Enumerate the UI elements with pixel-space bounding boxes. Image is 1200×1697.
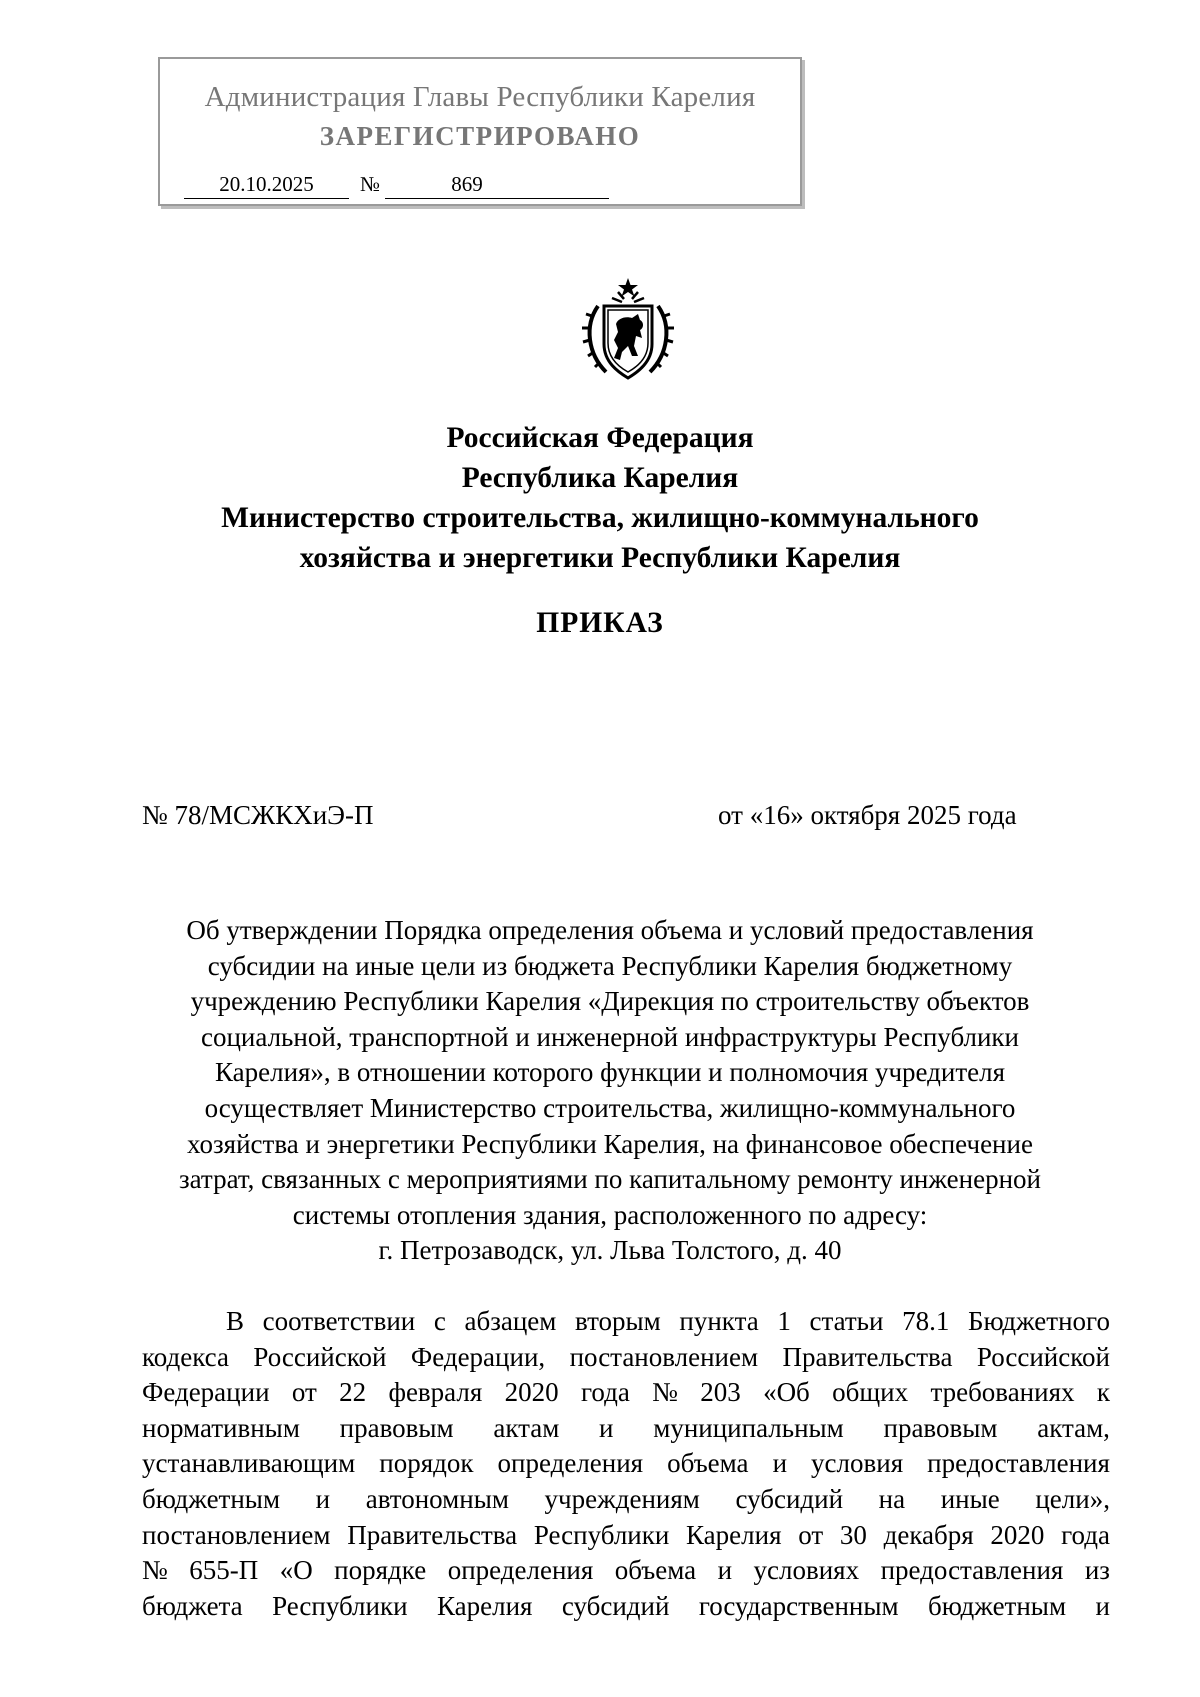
registration-stamp — [158, 57, 802, 206]
body-word: условиях — [753, 1555, 860, 1586]
body-word: и — [717, 1555, 733, 1586]
heading-ministry-line1: Министерство строительства, жилищно-коммунального — [221, 502, 979, 534]
document-number: № 78/МСЖКХиЭ-П — [142, 800, 374, 830]
body-line — [142, 1482, 1110, 1518]
stamp-number-field — [385, 172, 609, 199]
body-word: определения — [497, 1448, 644, 1479]
body-line — [142, 1304, 1110, 1340]
body-line — [142, 1411, 1110, 1447]
heading-ministry-line2: хозяйства и энергетики Республики Карелия — [299, 542, 901, 574]
subject-line: субсидии на иные цели из бюджета Республики Карелия бюджетному — [207, 950, 1013, 981]
body-word: актам, — [1037, 1412, 1110, 1443]
body-line — [142, 1518, 1110, 1554]
subject-line: социальной, транспортной и инженерной инфраструктуры Республики — [200, 1021, 1019, 1052]
body-word: В — [226, 1306, 245, 1336]
heading-republic: Республика Карелия — [461, 462, 739, 494]
order-subject — [140, 913, 1080, 1269]
body-word: Республики — [272, 1590, 408, 1621]
subject-line: г. Петрозаводск, ул. Льва Толстого, д. 40 — [378, 1235, 842, 1266]
body-word: 22 — [339, 1377, 367, 1408]
body-word: автономным — [365, 1483, 509, 1514]
body-word: предоставления — [927, 1448, 1110, 1479]
document-heading — [0, 418, 1200, 578]
body-word: № — [142, 1555, 168, 1586]
document-date: от «16» октября 2025 года — [718, 800, 1017, 830]
body-word: условия — [811, 1448, 904, 1479]
body-word: правовым — [883, 1412, 998, 1443]
body-word: порядке — [334, 1555, 427, 1586]
body-word: «Об — [763, 1377, 810, 1408]
body-word: предоставления — [880, 1555, 1064, 1586]
body-word: 30 — [839, 1519, 867, 1550]
body-word: государственным — [698, 1590, 899, 1621]
body-word: пункта — [679, 1306, 759, 1336]
body-word: 78.1 — [902, 1306, 950, 1336]
subject-line: Об утверждении Порядка определения объема и условий предоставления — [186, 915, 1034, 945]
body-word: Правительства — [782, 1341, 953, 1372]
body-line — [142, 1375, 1110, 1411]
body-word: субсидий — [735, 1483, 844, 1514]
body-word: Федерации — [142, 1377, 270, 1408]
karelia-coat-of-arms-icon — [578, 276, 678, 386]
body-word: Правительства — [347, 1519, 518, 1550]
body-word: с — [433, 1306, 446, 1336]
body-word: устанавливающим — [142, 1448, 356, 1479]
subject-line: учреждению Республики Карелия «Дирекция по строительству объектов — [190, 986, 1030, 1017]
body-word: цели», — [1035, 1483, 1110, 1514]
order-title: ПРИКАЗ — [536, 607, 664, 639]
body-word: Карелия — [436, 1590, 533, 1621]
body-word: объема — [614, 1555, 697, 1586]
subject-line: системы отопления здания, расположенного по адресу: — [292, 1199, 928, 1230]
body-word: 203 — [700, 1377, 741, 1408]
body-word: Карелия — [686, 1519, 782, 1550]
body-word: 2020 — [990, 1519, 1045, 1550]
stamp-authority: Администрация Главы Республики Карелия — [204, 81, 756, 113]
body-word: муниципальным — [653, 1412, 844, 1443]
body-word: от — [291, 1377, 317, 1408]
body-word: года — [1061, 1519, 1110, 1550]
body-word: определения — [447, 1555, 594, 1586]
body-word: года — [580, 1377, 630, 1408]
body-word: кодекса — [142, 1341, 229, 1372]
body-word: Федерации, — [410, 1341, 546, 1372]
body-word: актам — [493, 1412, 560, 1443]
body-word: бюджетным — [142, 1483, 281, 1514]
body-word: соответствии — [262, 1306, 416, 1336]
body-word: постановлением — [142, 1519, 331, 1550]
body-word: 1 — [777, 1306, 791, 1336]
stamp-number-sign: № — [360, 172, 381, 196]
body-word: 655-П — [189, 1555, 259, 1586]
body-word: Бюджетного — [967, 1306, 1110, 1336]
body-word: Российской — [253, 1341, 387, 1372]
stamp-number: 869 — [451, 172, 483, 196]
body-word: и — [1095, 1590, 1110, 1621]
subject-line: хозяйства и энергетики Республики Карелия, на финансовое обеспечение — [187, 1128, 1033, 1159]
body-word: № — [652, 1377, 678, 1408]
body-word: и — [599, 1412, 614, 1443]
body-word: от — [798, 1519, 824, 1550]
body-word: и — [772, 1448, 788, 1479]
body-line — [142, 1340, 1110, 1376]
body-word: Республики — [533, 1519, 670, 1550]
body-line — [142, 1446, 1110, 1482]
body-word: и — [315, 1483, 331, 1514]
body-word: объема — [667, 1448, 749, 1479]
heading-country: Российская Федерация — [446, 422, 754, 454]
body-word: нормативным — [142, 1412, 300, 1443]
body-word: общих — [832, 1377, 909, 1408]
stamp-status: ЗАРЕГИСТРИРОВАНО — [319, 121, 641, 151]
body-word: иные — [940, 1483, 1000, 1514]
body-word: февраля — [388, 1377, 483, 1408]
body-word: абзацем — [464, 1306, 557, 1336]
body-word: субсидий — [561, 1590, 670, 1621]
body-word: вторым — [575, 1306, 661, 1336]
stamp-date: 20.10.2025 — [184, 172, 349, 199]
body-word: к — [1096, 1377, 1110, 1408]
body-word: 2020 — [504, 1377, 559, 1408]
body-word: «О — [279, 1555, 313, 1586]
body-word: на — [878, 1483, 906, 1514]
body-word: бюджетным — [928, 1590, 1067, 1621]
body-word: Российской — [976, 1341, 1110, 1372]
body-word: декабря — [883, 1519, 974, 1550]
body-word: учреждениям — [544, 1483, 700, 1514]
subject-line: затрат, связанных с мероприятиями по капитальному ремонту инженерной — [178, 1164, 1041, 1195]
body-word: постановлением — [569, 1341, 759, 1372]
body-paragraph — [142, 1304, 1110, 1624]
body-word: бюджета — [142, 1590, 243, 1621]
body-word: из — [1084, 1555, 1110, 1586]
body-line — [142, 1553, 1110, 1589]
subject-line: Карелия», в отношении которого функции и полномочия учредителя — [214, 1057, 1006, 1088]
body-word: требованиях — [930, 1377, 1075, 1408]
body-word: порядок — [379, 1448, 474, 1479]
subject-line: осуществляет Министерство строительства, жилищно-коммунального — [204, 1092, 1016, 1123]
body-word: правовым — [339, 1412, 454, 1443]
body-line — [142, 1589, 1110, 1625]
body-word: статьи — [809, 1306, 884, 1336]
